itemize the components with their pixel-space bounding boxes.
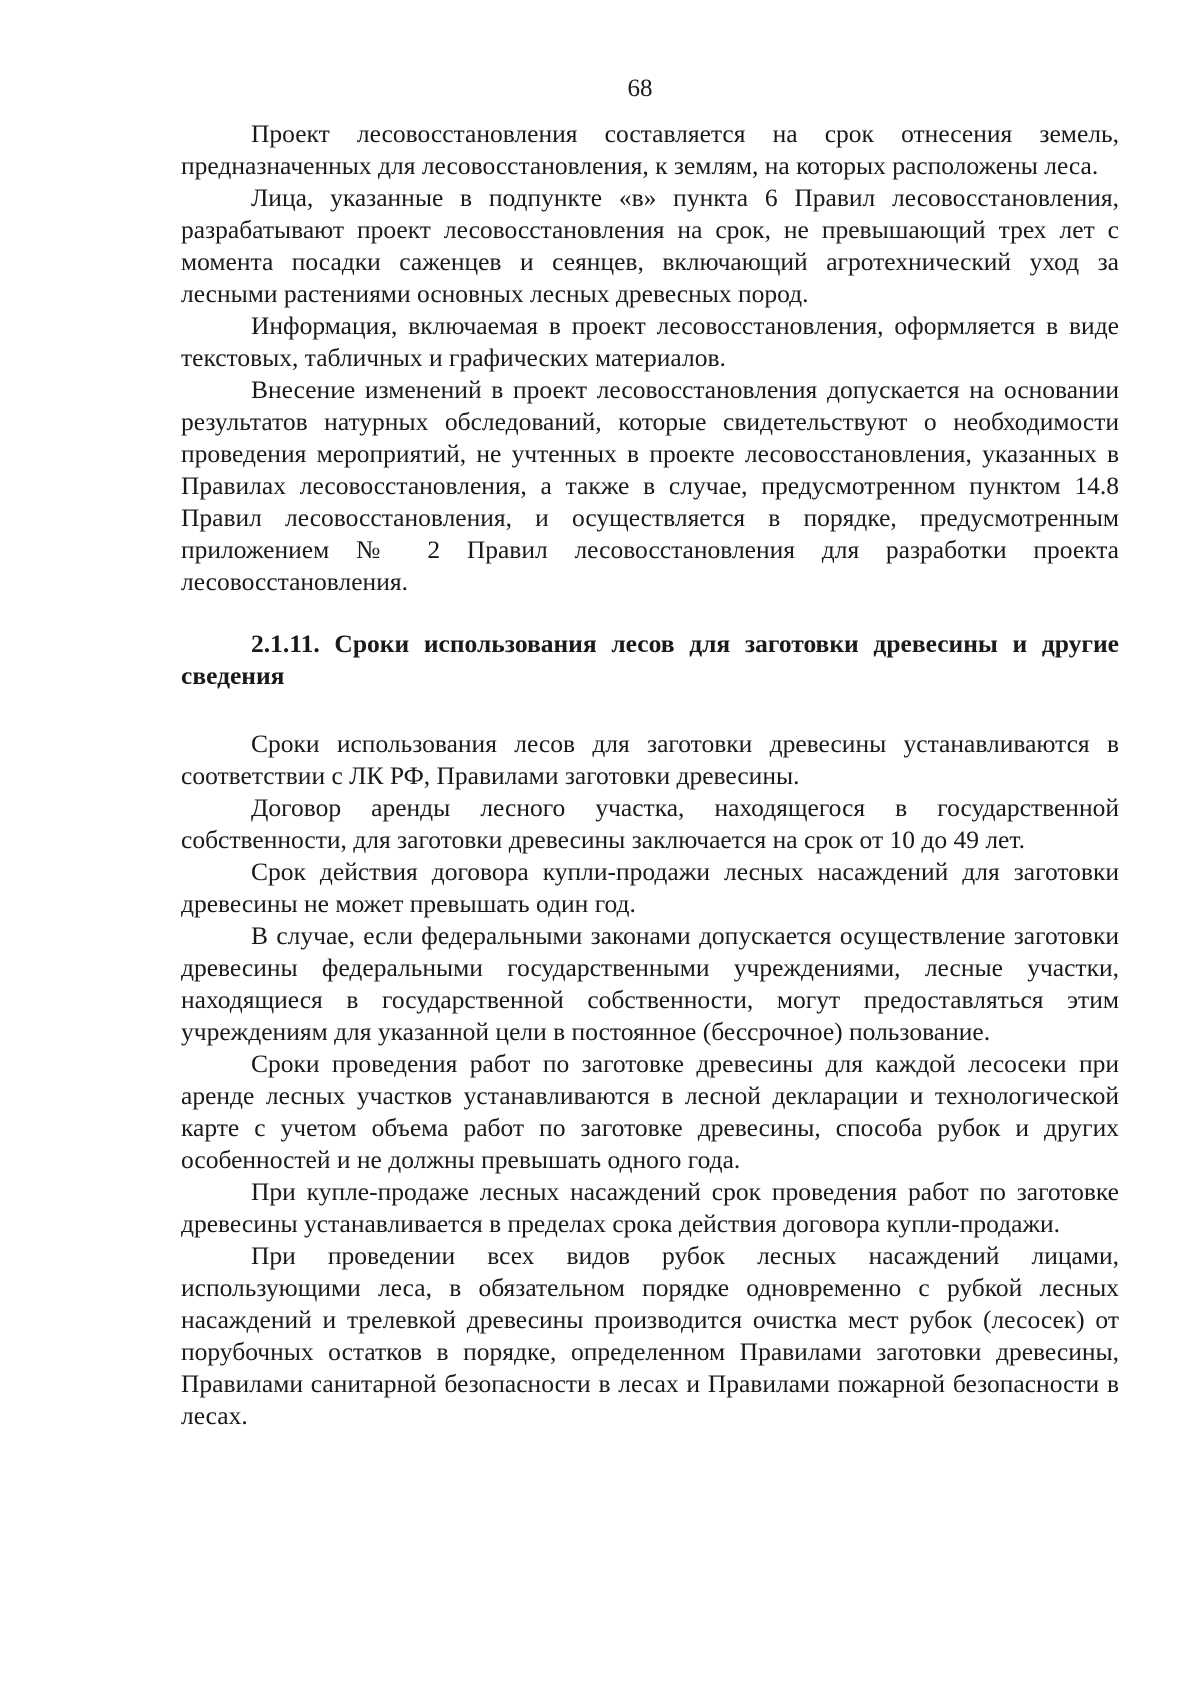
paragraph-cleaning-sites: При проведении всех видов рубок лесных насаждений лицами, использующими леса, в обязательном порядке одновременно с рубкой лесных насаждений и трелевкой древесины производится очистка мест рубок (лесосек) от порубочных остатков в порядке, определенном Правилами заготовки древесины, Правилами санитарной безопасности в лесах и Правилами пожарной безопасности в лесах.: [181, 1241, 1119, 1430]
page-number: 68: [627, 75, 653, 102]
paragraph-sale-agreement: Срок действия договора купли-продажи лесных насаждений для заготовки древесины не может превышать один год.: [181, 857, 1119, 918]
section-heading: 2.1.11. Сроки использования лесов для заготовки древесины и другие сведения: [181, 629, 1119, 690]
paragraph-information-format: Информация, включаемая в проект лесовосстановления, оформляется в виде текстовых, табличных и графических материалов.: [181, 311, 1119, 372]
paragraph-sale-work-term: При купле-продаже лесных насаждений срок проведения работ по заготовке древесины устанавливается в пределах срока действия договора купли-продажи.: [181, 1177, 1119, 1238]
paragraph-usage-terms: Сроки использования лесов для заготовки древесины устанавливаются в соответствии с ЛК РФ, Правилами заготовки древесины.: [181, 729, 1119, 790]
paragraph-project-term: Проект лесовосстановления составляется на срок отнесения земель, предназначенных для лесовосстановления, к землям, на которых расположены леса.: [181, 119, 1119, 180]
paragraph-lease-agreement: Договор аренды лесного участка, находящегося в государственной собственности, для заготовки древесины заключается на срок от 10 до 49 лет.: [181, 793, 1119, 854]
page-body: [181, 118, 1119, 1432]
paragraph-persons-project: Лица, указанные в подпункте «в» пункта 6 Правил лесовосстановления, разрабатывают проект лесовосстановления на срок, не превышающий трех лет с момента посадки саженцев и сеянцев, включающий агротехнический уход за лесными растениями основных лесных древесных пород.: [181, 183, 1119, 308]
paragraph-project-changes: Внесение изменений в проект лесовосстановления допускается на основании результатов натурных обследований, которые свидетельствуют о необходимости проведения мероприятий, не учтенных в проекте лесовосстановления, указанных в Правилах лесовосстановления, а также в случае, предусмотренном пунктом 14.8 Правил лесовосстановления, и осуществляется в порядке, предусмотренным приложением № 2 Правил лесовосстановления для разработки проекта лесовосстановления.: [181, 375, 1119, 596]
paragraph-work-terms: Сроки проведения работ по заготовке древесины для каждой лесосеки при аренде лесных участков устанавливаются в лесной декларации и технологической карте с учетом объема работ по заготовке древесины, способа рубок и других особенностей и не должны превышать одного года.: [181, 1049, 1119, 1174]
paragraph-federal-institutions: В случае, если федеральными законами допускается осуществление заготовки древесины федеральными государственными учреждениями, лесные участки, находящиеся в государственной собственности, могут предоставляться этим учреждениям для указанной цели в постоянное (бессрочное) пользование.: [181, 921, 1119, 1046]
